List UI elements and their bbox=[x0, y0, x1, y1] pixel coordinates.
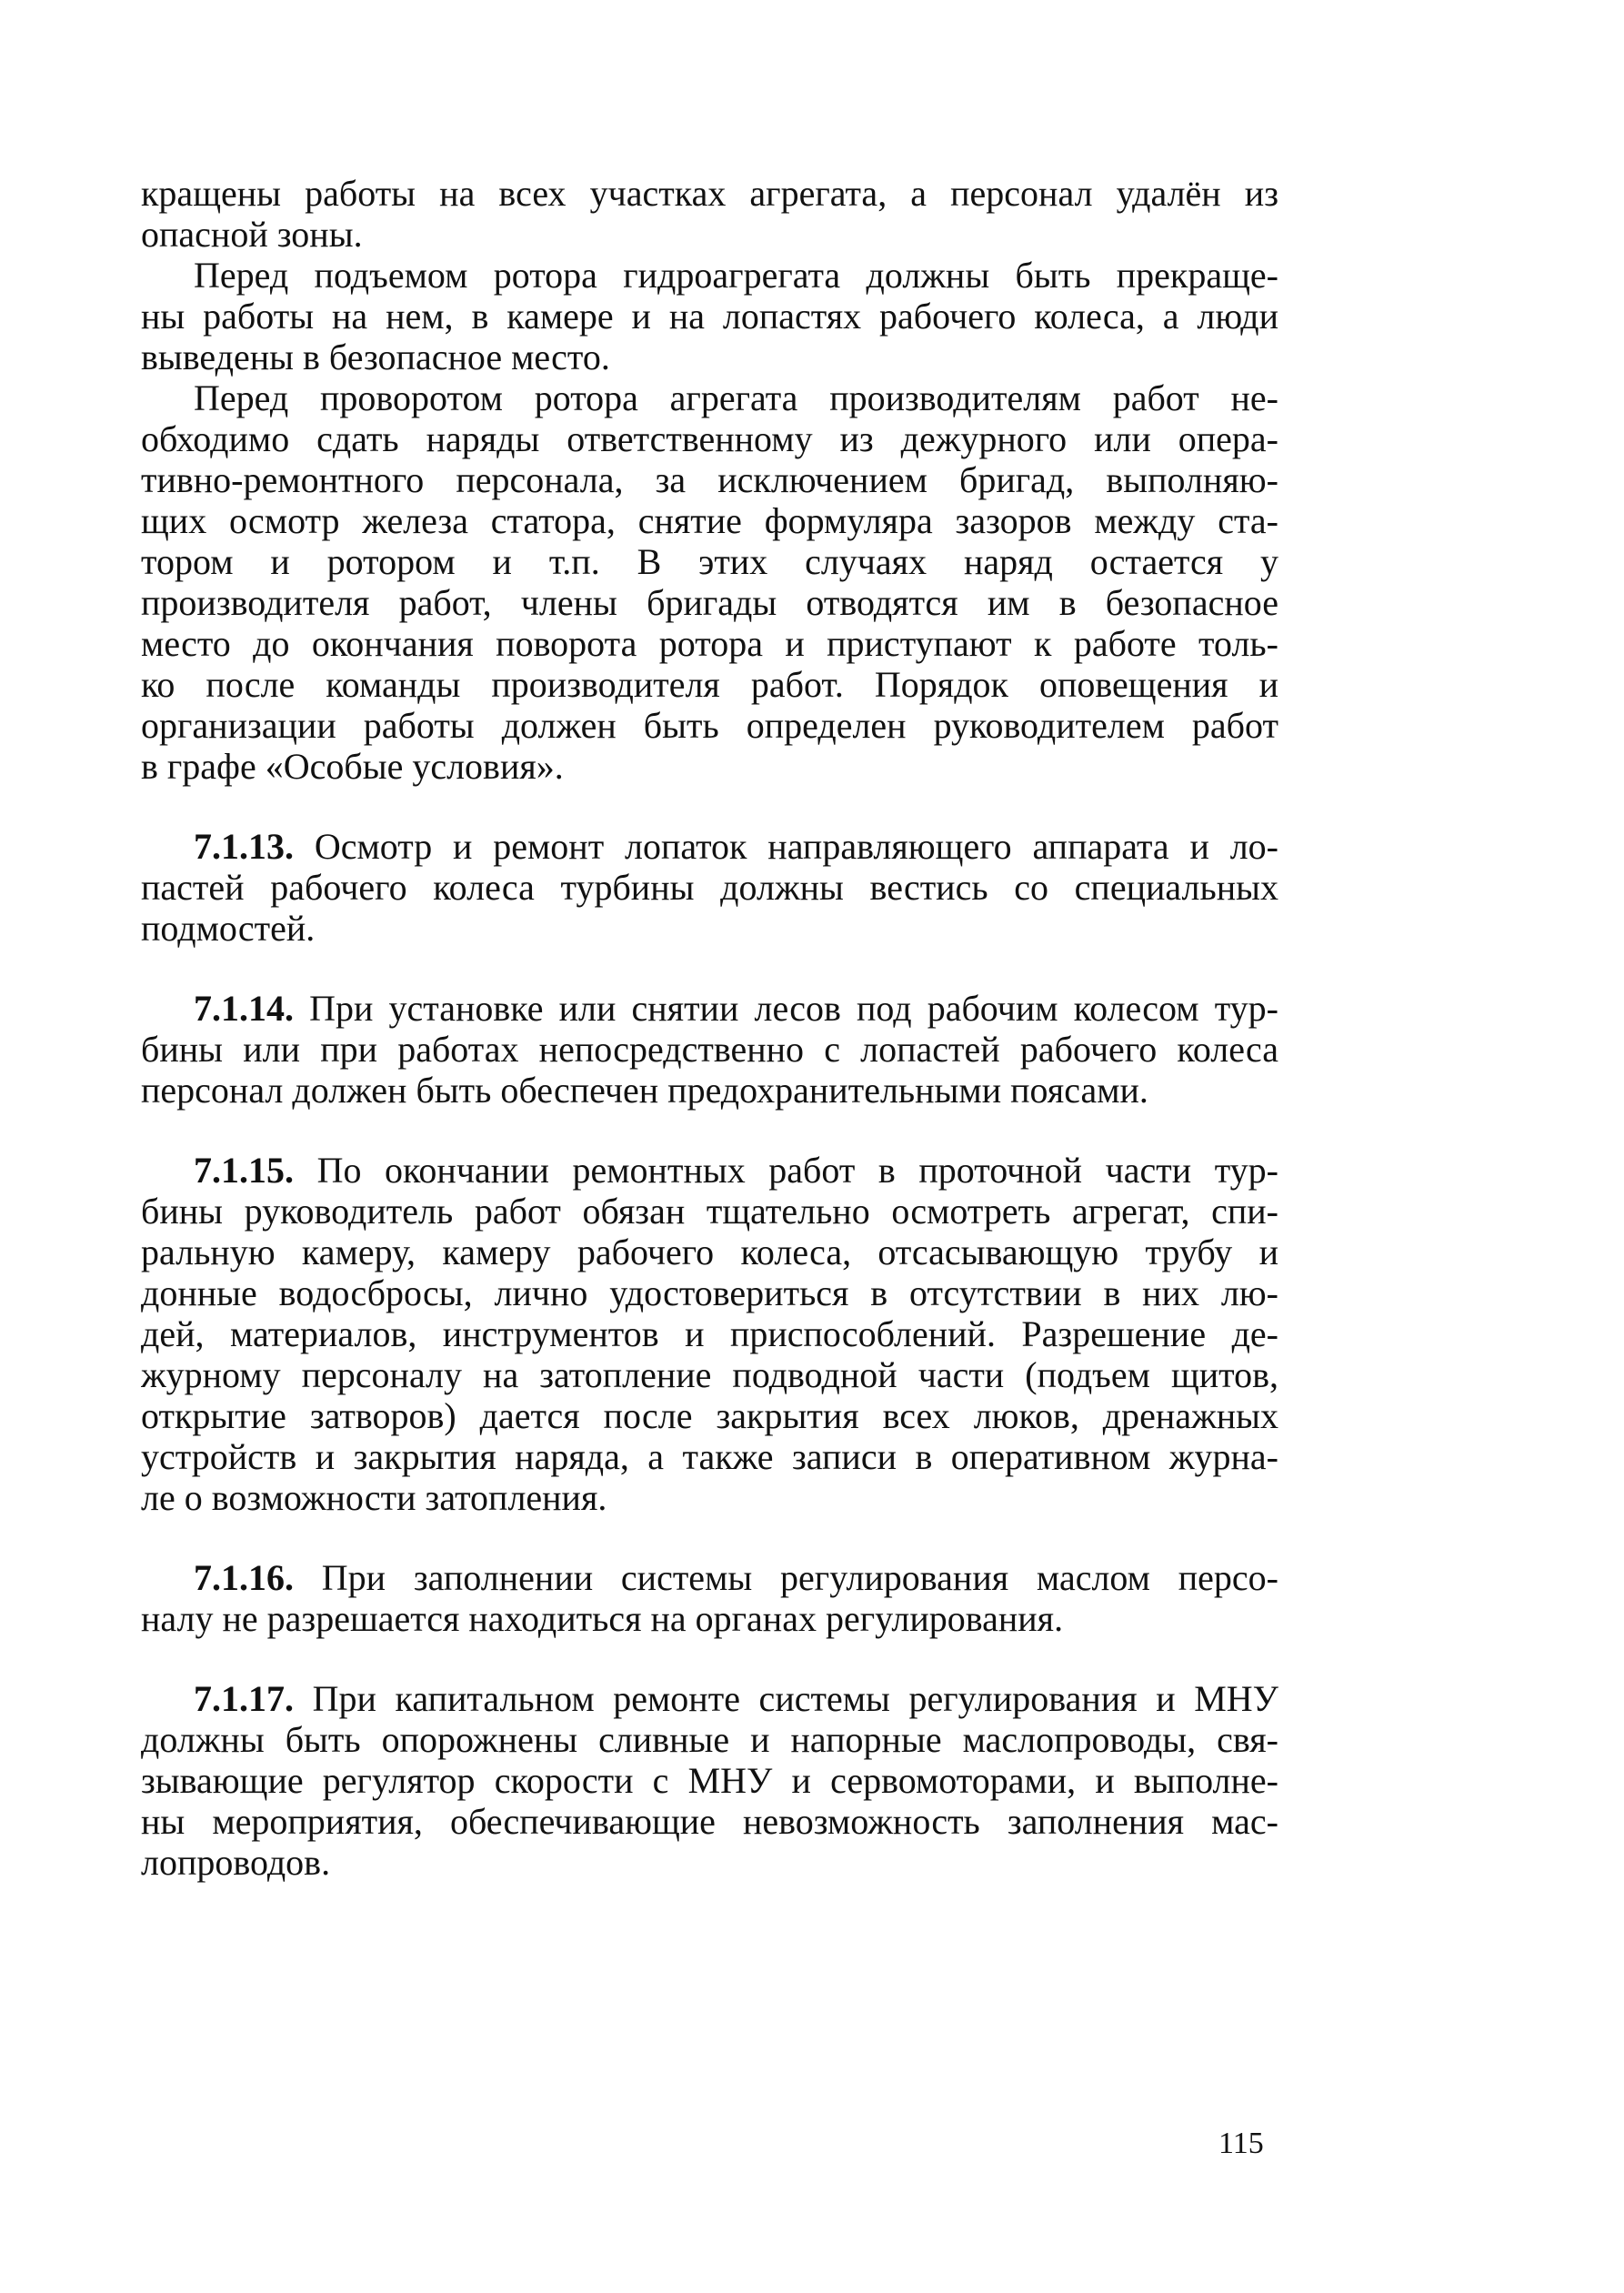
text-line bbox=[141, 173, 1278, 214]
text-line bbox=[141, 664, 1278, 705]
text-line bbox=[141, 1719, 1278, 1760]
line-text: бины руководитель работ обязан тщательно осмотреть агрегат, спи- bbox=[141, 1191, 1278, 1232]
line-text: производителя работ, члены бригады отводятся им в безопасное bbox=[141, 582, 1278, 623]
text-line bbox=[141, 296, 1278, 337]
text-line bbox=[141, 459, 1278, 500]
line-text: выведены в безопасное место. bbox=[141, 337, 610, 377]
text-line bbox=[141, 746, 1278, 787]
text-line bbox=[141, 1842, 1278, 1883]
line-text: бины или при работах непосредственно с лопастей рабочего колеса bbox=[141, 1029, 1278, 1070]
text-line bbox=[141, 1232, 1278, 1272]
line-text: персонал должен быть обеспечен предохранительными поясами. bbox=[141, 1070, 1148, 1111]
text-line bbox=[141, 908, 1278, 949]
text-line bbox=[141, 826, 1278, 867]
paragraph-gap bbox=[141, 787, 1278, 826]
text-line bbox=[141, 1313, 1278, 1354]
line-text: ны работы на нем, в камере и на лопастях рабочего колеса, а люди bbox=[141, 296, 1278, 337]
paragraph-gap bbox=[141, 1518, 1278, 1557]
line-text: тивно-ремонтного персонала, за исключением бригад, выполняю- bbox=[141, 459, 1278, 500]
section-number: 7.1.13. bbox=[194, 826, 294, 867]
paragraph-gap bbox=[141, 949, 1278, 988]
line-text: ле о возможности затопления. bbox=[141, 1477, 607, 1518]
line-text: При капитальном ремонте системы регулирования и МНУ bbox=[312, 1678, 1278, 1719]
line-text: щих осмотр железа статора, снятие формуляра зазоров между ста- bbox=[141, 500, 1278, 541]
line-text: дей, материалов, инструментов и приспособлений. Разрешение де- bbox=[141, 1313, 1278, 1354]
text-line bbox=[141, 1029, 1278, 1070]
line-text: обходимо сдать наряды ответственному из дежурного или опера- bbox=[141, 418, 1278, 459]
text-line bbox=[141, 500, 1278, 541]
text-line bbox=[141, 1436, 1278, 1477]
line-text: По окончании ремонтных работ в проточной части тур- bbox=[316, 1150, 1278, 1191]
line-text: кращены работы на всех участках агрегата, а персонал удалён из bbox=[141, 173, 1278, 214]
text-line bbox=[141, 1191, 1278, 1232]
text-line bbox=[141, 1272, 1278, 1313]
section-number: 7.1.17. bbox=[194, 1678, 294, 1719]
section-number: 7.1.16. bbox=[194, 1557, 294, 1598]
text-line bbox=[141, 214, 1278, 255]
line-text: Перед проворотом ротора агрегата производителям работ не- bbox=[194, 377, 1278, 418]
line-text: донные водосбросы, лично удостовериться в отсутствии в них лю- bbox=[141, 1272, 1278, 1313]
text-line bbox=[141, 1070, 1278, 1111]
line-text: опасной зоны. bbox=[141, 214, 363, 255]
text-line bbox=[141, 337, 1278, 377]
line-text: ны мероприятия, обеспечивающие невозможность заполнения мас- bbox=[141, 1801, 1278, 1842]
line-text: ко после команды производителя работ. Порядок оповещения и bbox=[141, 664, 1278, 705]
line-text: место до окончания поворота ротора и приступают к работе толь- bbox=[141, 623, 1278, 664]
text-line bbox=[141, 582, 1278, 623]
text-line bbox=[141, 1598, 1278, 1639]
line-text: организации работы должен быть определен руководителем работ bbox=[141, 705, 1278, 746]
text-line bbox=[141, 541, 1278, 582]
line-text: При заполнении системы регулирования маслом персо- bbox=[321, 1557, 1278, 1598]
line-text: подмостей. bbox=[141, 908, 316, 949]
line-text: журному персоналу на затопление подводной части (подъем щитов, bbox=[141, 1354, 1278, 1395]
line-text: Осмотр и ремонт лопаток направляющего аппарата и ло- bbox=[314, 826, 1278, 867]
text-line bbox=[141, 255, 1278, 296]
line-text: При установке или снятии лесов под рабочим колесом тур- bbox=[309, 988, 1278, 1029]
text-line bbox=[141, 623, 1278, 664]
section-number: 7.1.15. bbox=[194, 1150, 294, 1191]
text-line bbox=[141, 1477, 1278, 1518]
line-text: должны быть опорожнены сливные и напорные маслопроводы, свя- bbox=[141, 1719, 1278, 1760]
text-line bbox=[141, 988, 1278, 1029]
text-line bbox=[141, 1150, 1278, 1191]
text-line bbox=[141, 1678, 1278, 1719]
line-text: пастей рабочего колеса турбины должны вестись со специальных bbox=[141, 867, 1278, 908]
paragraph-gap bbox=[141, 1111, 1278, 1150]
text-line bbox=[141, 705, 1278, 746]
line-text: ральную камеру, камеру рабочего колеса, отсасывающую трубу и bbox=[141, 1232, 1278, 1272]
text-line bbox=[141, 1801, 1278, 1842]
text-line bbox=[141, 1395, 1278, 1436]
text-line bbox=[141, 867, 1278, 908]
line-text: устройств и закрытия наряда, а также записи в оперативном журна- bbox=[141, 1436, 1278, 1477]
line-text: в графе «Особые условия». bbox=[141, 746, 564, 787]
line-text: зывающие регулятор скорости с МНУ и сервомоторами, и выполне- bbox=[141, 1760, 1278, 1801]
text-line bbox=[141, 418, 1278, 459]
text-line bbox=[141, 1354, 1278, 1395]
paragraph-gap bbox=[141, 1639, 1278, 1678]
line-text: налу не разрешается находиться на органах регулирования. bbox=[141, 1598, 1064, 1639]
line-text: лопроводов. bbox=[141, 1842, 331, 1883]
line-text: Перед подъемом ротора гидроагрегата должны быть прекраще- bbox=[194, 255, 1278, 296]
text-line bbox=[141, 1760, 1278, 1801]
line-text: открытие затворов) дается после закрытия всех люков, дренажных bbox=[141, 1395, 1278, 1436]
section-number: 7.1.14. bbox=[194, 988, 294, 1029]
page-number: 115 bbox=[1218, 2127, 1264, 2160]
document-body bbox=[141, 173, 1278, 1883]
line-text: тором и ротором и т.п. В этих случаях наряд остается у bbox=[141, 541, 1278, 582]
text-line bbox=[141, 1557, 1278, 1598]
text-line bbox=[141, 377, 1278, 418]
